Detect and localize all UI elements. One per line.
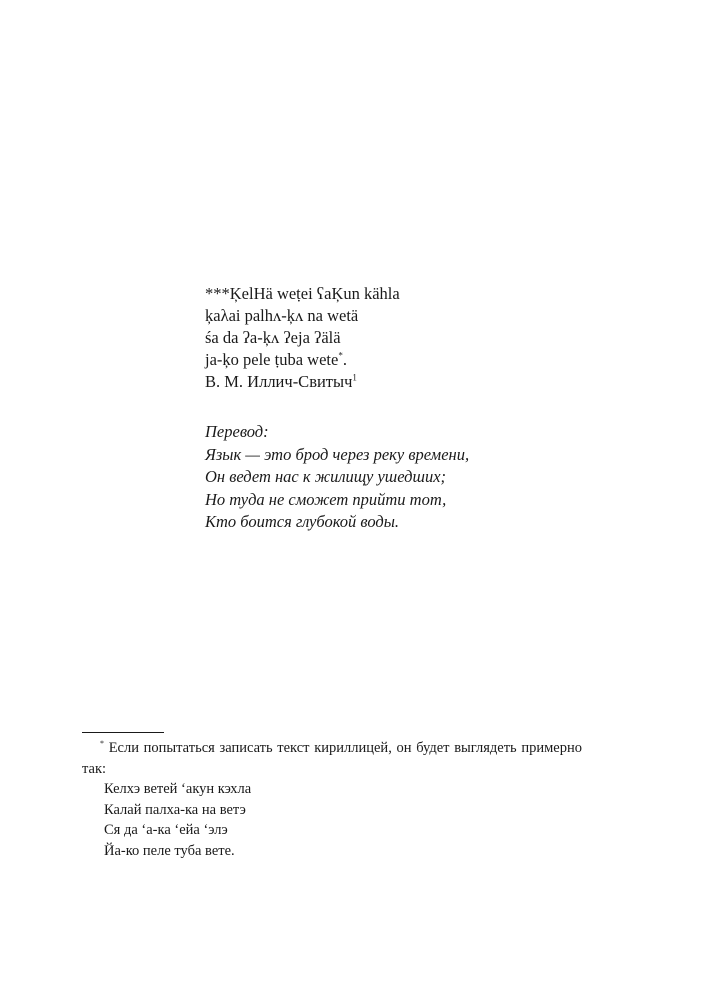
- footnote-reference-mark: *: [338, 350, 343, 361]
- footnote-cyrillic-line-1: Келхэ ветей ‘акун кэхла: [104, 781, 252, 797]
- poem-line-1: ***ĶelHä weṭei ʕaĶun kähla: [205, 284, 400, 303]
- poem-line-4-text: ja-ķo pele ṭuba wete: [205, 350, 339, 369]
- footnote-intro-text: Если попытаться записать текст кириллицей, он будет выглядеть примерно так:: [82, 740, 582, 777]
- poem-block: [205, 283, 625, 393]
- footnote-separator: [82, 732, 164, 733]
- endnote-reference-mark: 1: [352, 372, 357, 383]
- poem-line-2: ķaλai palhʌ-ķʌ na wetä: [205, 306, 359, 325]
- translation-line-4: Кто боится глубокой воды.: [205, 512, 400, 531]
- footnote-mark: *: [100, 739, 104, 749]
- translation-line-1: Язык — это брод через реку времени,: [205, 444, 470, 464]
- poem-line-3: śa da ʔa-ķʌ ʔeja ʔälä: [205, 328, 341, 347]
- poem-line-4: [205, 349, 625, 371]
- author-name: В. М. Иллич-Свитыч: [205, 372, 353, 391]
- poem-author: [205, 371, 625, 393]
- footnote-cyrillic-line-4: Йа-ко пеле туба вете.: [104, 842, 235, 859]
- translation-line-3: Но туда не сможет прийти тот,: [205, 489, 447, 509]
- translation-block: [205, 421, 625, 534]
- translation-heading: Перевод:: [205, 422, 269, 441]
- translation-line-2: Он ведет нас к жилищу ушедших;: [205, 467, 447, 486]
- footnote-cyrillic-line-2: Калай палха-ка на ветэ: [104, 801, 246, 818]
- footnote-intro: [82, 738, 582, 779]
- footnote: [82, 738, 582, 861]
- footnote-cyrillic-line-3: Ся да ‘а-ка ‘ейа ‘элэ: [104, 822, 228, 838]
- poem-line-4-end: .: [342, 350, 347, 369]
